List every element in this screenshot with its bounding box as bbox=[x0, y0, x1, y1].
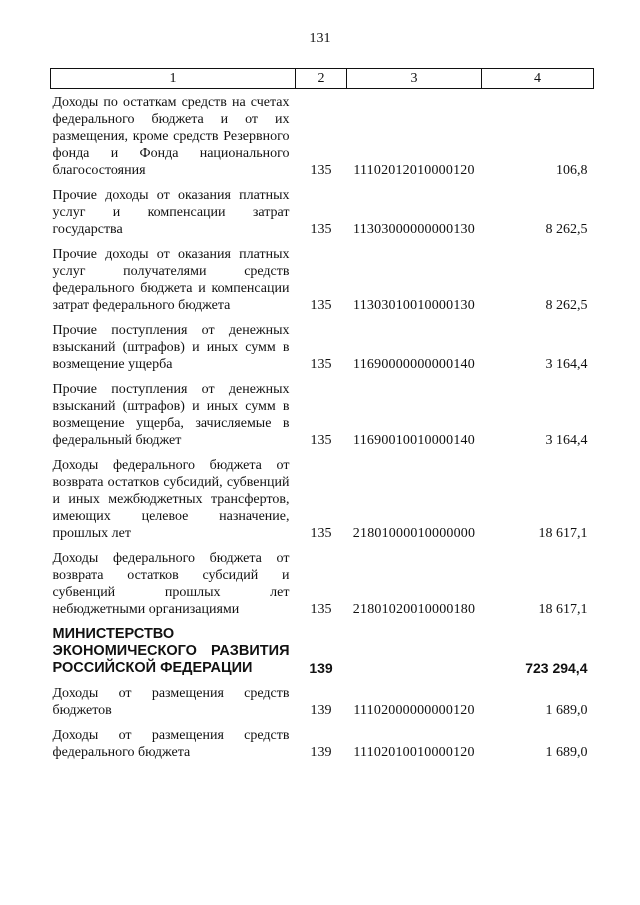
row-amount: 1 689,0 bbox=[545, 703, 588, 718]
table-row bbox=[51, 677, 594, 719]
row-name: Доходы по остаткам средств на счетах федерального бюджета и от их размещения, кроме средств Резервного фонда и Фонда национального благосостояния bbox=[52, 95, 290, 178]
table-row bbox=[51, 542, 594, 618]
row-name: Доходы от размещения средств бюджетов bbox=[52, 686, 290, 718]
header-col-2: 2 bbox=[296, 69, 347, 89]
table-row bbox=[51, 238, 594, 314]
table-row bbox=[51, 89, 594, 180]
row-name: Прочие доходы от оказания платных услуг и компенсации затрат государства bbox=[52, 188, 290, 237]
row-name: Прочие поступления от денежных взысканий (штрафов) и иных сумм в возмещение ущерба, зачисляемые в федеральный бюджет bbox=[52, 382, 290, 448]
row-admin-code: 135 bbox=[310, 163, 332, 178]
row-budget-code bbox=[347, 618, 482, 677]
header-col-1: 1 bbox=[51, 69, 296, 89]
row-budget-code: 21801020010000180 bbox=[352, 602, 476, 617]
row-budget-code: 11690000000000140 bbox=[353, 357, 475, 372]
row-admin-code: 139 bbox=[309, 660, 333, 676]
row-admin-code: 135 bbox=[310, 357, 332, 372]
table-row bbox=[51, 719, 594, 761]
row-name: Прочие доходы от оказания платных услуг получателями средств федерального бюджета и компенсации затрат федерального бюджета bbox=[52, 247, 290, 313]
budget-table bbox=[50, 68, 594, 761]
row-budget-code: 11303000000000130 bbox=[353, 222, 475, 237]
row-amount: 18 617,1 bbox=[538, 602, 588, 617]
table-row bbox=[51, 179, 594, 238]
row-admin-code: 139 bbox=[310, 745, 332, 760]
row-budget-code: 11690010010000140 bbox=[353, 433, 475, 448]
row-budget-code: 11303010010000130 bbox=[353, 298, 475, 313]
table-row-ministry bbox=[51, 618, 594, 677]
row-budget-code: 11102010010000120 bbox=[353, 745, 475, 760]
row-amount: 8 262,5 bbox=[545, 298, 588, 313]
row-admin-code: 135 bbox=[310, 298, 332, 313]
row-amount: 8 262,5 bbox=[545, 222, 588, 237]
table-header-row bbox=[51, 69, 594, 89]
ministry-total-amount: 723 294,4 bbox=[525, 660, 588, 676]
row-admin-code: 139 bbox=[310, 703, 332, 718]
row-amount: 1 689,0 bbox=[545, 745, 588, 760]
header-col-3: 3 bbox=[347, 69, 482, 89]
row-name: Доходы федерального бюджета от возврата остатков субсидий и субвенций прошлых лет небюджетными организациями bbox=[52, 551, 290, 617]
row-amount: 106,8 bbox=[556, 163, 588, 178]
row-name: Прочие поступления от денежных взысканий (штрафов) и иных сумм в возмещение ущерба bbox=[52, 323, 290, 372]
row-admin-code: 135 bbox=[310, 433, 332, 448]
header-col-4: 4 bbox=[482, 69, 594, 89]
row-admin-code: 135 bbox=[310, 222, 332, 237]
row-name: Доходы от размещения средств федерального бюджета bbox=[52, 728, 290, 760]
row-amount: 18 617,1 bbox=[538, 526, 588, 541]
page-number: 131 bbox=[309, 31, 331, 46]
row-name: Доходы федерального бюджета от возврата остатков субсидий, субвенций и иных межбюджетных трансфертов, имеющих целевое назначение, прошлых лет bbox=[52, 458, 290, 541]
row-amount: 3 164,4 bbox=[545, 357, 588, 372]
table-row bbox=[51, 449, 594, 542]
row-budget-code: 21801000010000000 bbox=[352, 526, 476, 541]
row-budget-code: 11102012010000120 bbox=[353, 163, 475, 178]
ministry-name: МИНИСТЕРСТВО ЭКОНОМИЧЕСКОГО РАЗВИТИЯ РОССИЙСКОЙ ФЕДЕРАЦИИ bbox=[52, 626, 290, 676]
row-admin-code: 135 bbox=[310, 602, 332, 617]
row-admin-code: 135 bbox=[310, 526, 332, 541]
table-row bbox=[51, 314, 594, 373]
row-amount: 3 164,4 bbox=[545, 433, 588, 448]
table-row bbox=[51, 373, 594, 449]
row-budget-code: 11102000000000120 bbox=[353, 703, 475, 718]
